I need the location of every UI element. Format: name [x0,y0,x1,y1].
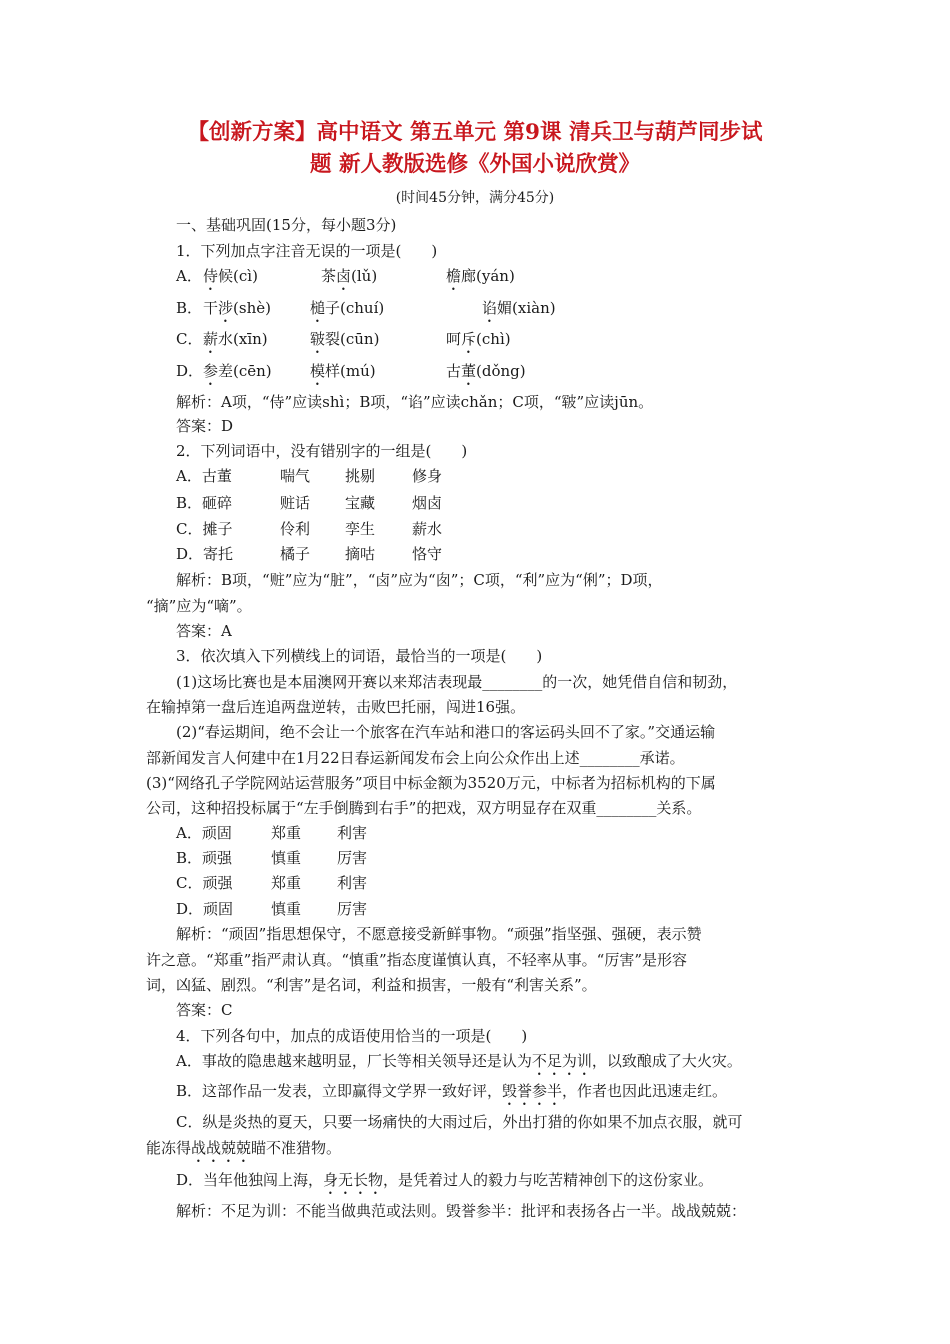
dotted-character: 涉 [218,299,234,317]
q2-option-word: 薪水 [412,520,443,538]
document-title [120,117,830,181]
q1-option-letter: C． [176,330,203,348]
q1-option-item: 古董(dǒng) [446,362,526,380]
q4-option-c-line-2: 能冻得战战兢兢瞄不准猎物。 [146,1139,342,1157]
q1-option-item: 皲裂(cūn) [310,330,380,348]
section-heading: 一、基础巩固(15分，每小题3分) [176,216,397,234]
q3-analysis-line-3: 词，凶猛、剧烈。“利害”是名词，利益和损害，一般有“利害关系”。 [146,976,597,994]
dotted-character: 参 [203,362,219,380]
q4-stem: 4．下列各句中，加点的成语使用恰当的一项是( ) [176,1027,528,1045]
q1-option-letter: B． [176,299,203,317]
q2-option-word: 孪生 [345,520,376,538]
title-line-1: 【创新方案】高中语文 第五单元 第9课 清兵卫与葫芦同步试 [187,120,763,145]
q3-option-word: D．顽固 [176,900,234,918]
q3-stem: 3．依次填入下列横线上的词语，最恰当的一项是( ) [176,647,543,665]
q1-option-item: 谄媚(xiàn) [482,299,556,317]
q2-answer: 答案：A [176,622,232,640]
q3-option-word: 郑重 [271,824,302,842]
q3-passage-1b: 在输掉第一盘后连追两盘逆转，击败巴托丽，闯进16强。 [146,698,526,716]
q3-option-word: 厉害 [337,900,368,918]
q3-passage-2a: (2)“春运期间，绝不会让一个旅客在汽车站和港口的客运码头回不了家。”交通运输 [176,723,716,741]
dotted-character: 槌 [310,299,326,317]
q3-option-word: C．顽强 [176,874,233,892]
q3-option-word: 利害 [337,874,368,892]
q4-analysis: 解析：不足为训：不能当做典范或法则。毁誉参半：批评和表扬各占一半。战战兢兢： [176,1202,747,1220]
q2-option-word: 伶利 [280,520,311,538]
q3-passage-3a: (3)“网络孔子学院网站运营服务”项目中标金额为3520万元，中标者为招标机构的下属 [146,774,716,792]
q2-option-word: 挑剔 [345,467,376,485]
dotted-character: 谄 [482,299,498,317]
q2-option-word: A．古董 [176,467,232,485]
dotted-character: 檐 [446,267,462,285]
q2-option-word: C．摊子 [176,520,233,538]
q3-passage-1a: (1)这场比赛也是本届澳网开赛以来郑洁表现最________的一次，她凭借自信和韧劲， [176,673,738,691]
q3-passage-3b: 公司，这种招投标属于“左手倒腾到右手”的把戏，双方明显存在双重________关系。 [146,799,702,817]
q1-option-item: 薪水(xīn) [203,330,268,348]
q1-stem: 1．下列加点字注音无误的一项是( ) [176,242,438,260]
q1-option-item: 干涉(shè) [203,299,271,317]
q1-option-item: 参差(cēn) [203,362,272,380]
q2-option-word: 摘咕 [345,545,376,563]
q2-option-word: 宝藏 [345,494,376,512]
q3-option-word: 郑重 [271,874,302,892]
q2-option-word: 恪守 [412,545,443,563]
q2-option-word: 修身 [412,467,443,485]
dotted-character: 卤 [336,267,352,285]
q3-option-word: A．顽固 [176,824,232,842]
q1-answer: 答案：D [176,417,234,435]
q3-analysis-line-2: 许之意。“郑重”指严肃认真。“慎重”指态度谨慎认真，不轻率从事。“厉害”是形容 [146,951,688,969]
q3-option-word: B．顽强 [176,849,233,867]
q3-passage-2b: 部新闻发言人何建中在1月22日春运新闻发布会上向公众作出上述________承诺。 [146,749,685,767]
q1-option-item: 侍候(cì) [203,267,258,285]
dotted-character: 皲 [310,330,326,348]
q3-answer: 答案：C [176,1001,233,1019]
q1-option-item: 模样(mú) [310,362,376,380]
dotted-idiom: 身无长物 [323,1171,384,1189]
dotted-character: 董 [461,362,477,380]
q3-option-word: 厉害 [337,849,368,867]
title-line-2: 题 新人教版选修《外国小说欣赏》 [310,152,640,177]
q1-option-item: 檐廊(yán) [446,267,515,285]
q1-analysis: 解析：A项，“侍”应读shì；B项，“谄”应读chǎn；C项，“皲”应读jūn。 [176,393,654,411]
q1-option-item: 茶卤(lǔ) [321,267,378,285]
q2-option-word: B．砸碎 [176,494,233,512]
dotted-idiom: 不足为训 [531,1052,592,1070]
q1-option-letter: D． [176,362,204,380]
dotted-character: 模 [310,362,326,380]
dotted-character: 斥 [461,330,477,348]
q4-option-a: A．事故的隐患越来越明显，厂长等相关领导还是认为不足为训，以致酿成了大火灾。 [176,1052,742,1070]
time-score-note: (时间45分钟，满分45分) [395,190,555,206]
q2-analysis-line-1: 解析：B项，“赃”应为“脏”，“卤”应为“囱”；C项，“利”应为“俐”；D项， [176,571,663,589]
dotted-idiom: 毁誉参半 [502,1082,563,1100]
q2-option-word: 烟卤 [412,494,443,512]
q2-stem: 2．下列词语中，没有错别字的一组是( ) [176,442,468,460]
q4-option-c-line-1: C．纵是炎热的夏天，只要一场痛快的大雨过后，外出打猎的你如果不加点衣服，就可 [176,1113,743,1131]
q1-option-item: 槌子(chuí) [310,299,385,317]
dotted-idiom: 战战兢兢 [191,1139,252,1157]
dotted-character: 薪 [203,330,219,348]
q3-option-word: 慎重 [271,849,302,867]
q3-option-word: 慎重 [271,900,302,918]
q2-option-word: D．寄托 [176,545,234,563]
q4-option-d: D．当年他独闯上海，身无长物，是凭着过人的毅力与吃苦精神创下的这份家业。 [176,1171,714,1189]
dotted-character: 侍 [203,267,219,285]
q3-analysis-line-1: 解析：“顽固”指思想保守，不愿意接受新鲜事物。“顽强”指坚强、强硬，表示赞 [176,925,702,943]
q2-option-word: 橘子 [280,545,311,563]
q1-option-item: 呵斥(chì) [446,330,511,348]
q3-option-word: 利害 [337,824,368,842]
q1-option-letter: A． [176,267,202,285]
q2-option-word: 喘气 [280,467,311,485]
q2-option-word: 赃话 [280,494,311,512]
q4-option-b: B．这部作品一发表，立即赢得文学界一致好评，毁誉参半，作者也因此迅速走红。 [176,1082,728,1100]
q2-analysis-line-2: “摘”应为“嘀”。 [146,597,252,615]
